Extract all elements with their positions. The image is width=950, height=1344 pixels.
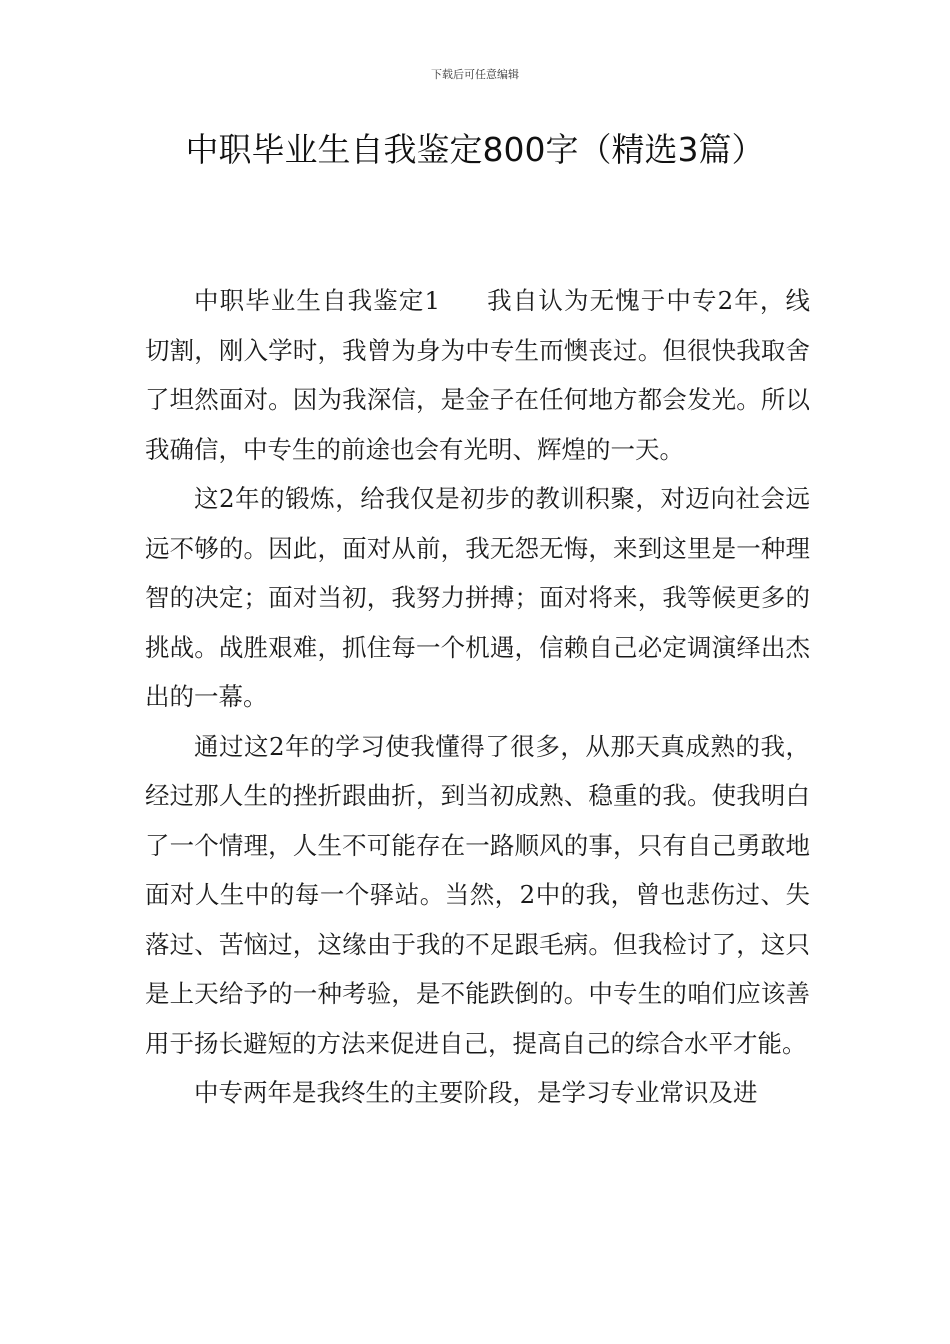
paragraph-2: 这2年的锻炼，给我仅是初步的教训积聚，对迈向社会远远不够的。因此，面对从前，我无怨无悔，来到这里是一种理智的决定；面对当初，我努力拼搏；面对将来，我等候更多的挑战。战胜艰难，抓住每一个机遇，信赖自己必定调演绎出杰出的一幕。 bbox=[145, 484, 810, 711]
paragraph-3: 通过这2年的学习使我懂得了很多，从那天真成熟的我，经过那人生的挫折跟曲折，到当初成熟、稳重的我。使我明白了一个情理，人生不可能存在一路顺风的事，只有自己勇敢地面对人生中的每一个驿站。当然，2中的我，曾也悲伤过、失落过、苦恼过，这缘由于我的不足跟毛病。但我检讨了，这只是上天给予的一种考验，是不能跌倒的。中专生的咱们应该善用于扬长避短的方法来促进自己，提高自己的综合水平才能。 bbox=[145, 731, 810, 1058]
document-body bbox=[145, 276, 810, 1118]
paragraph-1 bbox=[145, 276, 810, 474]
paragraph-1-text: 我自认为无愧于中专2年，线切割，刚入学时，我曾为身为中专生而懊丧过。但很快我取舍了坦然面对。因为我深信，是金子在任何地方都会发光。所以我确信，中专生的前途也会有光明、辉煌的一天。 bbox=[145, 286, 810, 464]
paragraph-4: 中专两年是我终生的主要阶段，是学习专业常识及进 bbox=[194, 1078, 758, 1107]
section-heading: 中职毕业生自我鉴定1 bbox=[194, 286, 441, 315]
document-title: 中职毕业生自我鉴定800字（精选3篇） bbox=[185, 130, 765, 169]
header-note: 下载后可任意编辑 bbox=[431, 68, 519, 81]
